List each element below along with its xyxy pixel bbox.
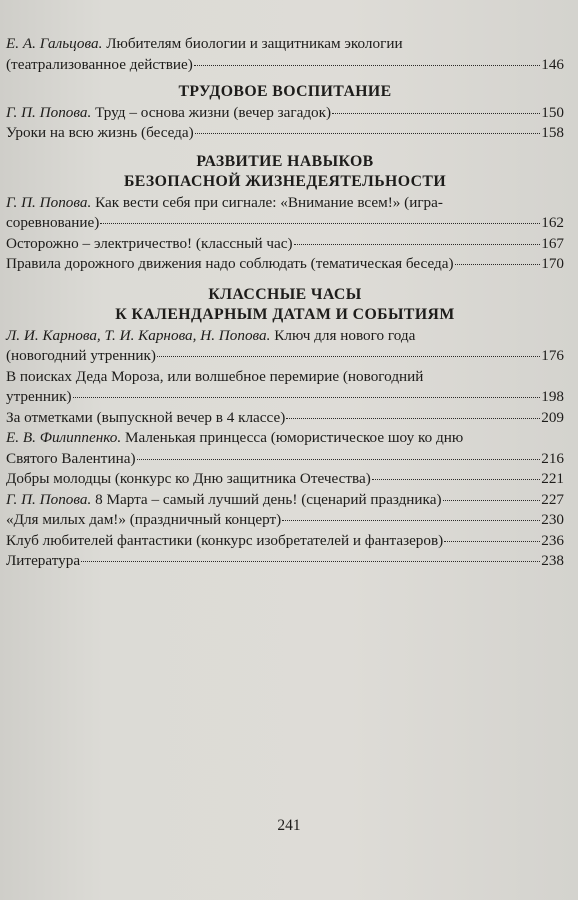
section-heading-safety-line2: БЕЗОПАСНОЙ ЖИЗНЕДЕЯТЕЛЬНОСТИ: [123, 173, 447, 190]
entry-page-number: 198: [541, 388, 564, 405]
dot-leader: [455, 264, 541, 265]
entry-title: Труд – основа жизни (вечер загадок): [95, 103, 332, 121]
entries-safety: [6, 193, 564, 275]
entry-page-number: 216: [541, 449, 564, 467]
entry-text: [6, 469, 371, 490]
dot-leader: [195, 133, 541, 134]
entry-title: Добры молодцы (конкурс ко Дню защитника Отечества): [6, 470, 371, 487]
entry-author: Л. И. Карнова, Т. И. Карнова, Н. Попова.: [6, 326, 271, 344]
dot-leader: [294, 244, 541, 245]
section-heading-calendar-line1: КЛАССНЫЕ ЧАСЫ: [208, 285, 362, 303]
entries-calendar: [6, 326, 564, 572]
dot-leader: [444, 541, 540, 542]
entry-author: Г. П. Попова.: [6, 103, 92, 121]
entry-title: Осторожно – электричество! (классный час): [6, 234, 293, 252]
entry-author: Е. В. Филиппенко.: [6, 429, 122, 446]
entry-last-line: [6, 469, 564, 490]
entry-continuation: соревнование): [6, 214, 100, 231]
entry-page-number: 167: [541, 234, 564, 252]
entry-author: Е. А. Гальцова.: [6, 35, 103, 52]
entry-text: [6, 408, 285, 429]
entry-title: Литература: [6, 552, 81, 569]
dot-leader: [332, 113, 540, 114]
entry-last-line: [6, 346, 564, 367]
entry-page-number: 227: [541, 490, 564, 508]
dot-leader: [73, 397, 541, 398]
toc-entry: [6, 510, 564, 531]
entry-page-number: 209: [541, 408, 564, 426]
entry-last-line: [6, 213, 564, 234]
toc-entry: [6, 531, 564, 552]
entry-last-line: [6, 510, 564, 531]
toc-entry: [6, 34, 564, 75]
entry-text: [6, 510, 281, 531]
entry-last-line: [6, 254, 564, 275]
entry-last-line: [6, 123, 564, 144]
entry-title: Уроки на всю жизнь (беседа): [6, 124, 194, 141]
section-heading-calendar-line2: К КАЛЕНДАРНЫМ ДАТАМ И СОБЫТИЯМ: [115, 306, 455, 323]
entry-page-number: 162: [541, 214, 564, 231]
entry-text: [6, 234, 293, 255]
dot-leader: [286, 418, 540, 419]
entry-page-number: 221: [541, 470, 564, 487]
toc-entry: [6, 551, 564, 572]
entry-title: Клуб любителей фантастики (конкурс изобретателей и фантазеров): [6, 531, 444, 549]
entry-page-number: 146: [541, 55, 564, 73]
section-heading-safety-line1: РАЗВИТИЕ НАВЫКОВ: [196, 152, 374, 170]
dot-leader: [443, 500, 541, 501]
entry-last-line: [6, 387, 564, 408]
entry-last-line: [6, 234, 564, 255]
entry-page-number: 236: [541, 531, 564, 549]
entries-labor: [6, 103, 564, 144]
toc-entry: [6, 103, 564, 124]
entry-title: Любителям биологии и защитникам экологии: [106, 35, 403, 52]
entry-title: Правила дорожного движения надо соблюдать (тематическая беседа): [6, 255, 454, 272]
entry-page-number: 170: [541, 255, 564, 272]
entry-text: [6, 490, 442, 511]
entry-title: 8 Марта – самый лучший день! (сценарий праздника): [95, 490, 442, 508]
entry-last-line: [6, 449, 564, 470]
entry-first-line: [6, 193, 564, 214]
entry-first-line: [6, 367, 564, 388]
entry-text: [6, 531, 443, 552]
entry-title: За отметками (выпускной вечер в 4 классе): [6, 408, 286, 426]
entry-last-line: [6, 531, 564, 552]
entry-last-line: [6, 103, 564, 124]
entry-title: Ключ для нового года: [274, 326, 416, 344]
entry-continuation: (новогодний утренник): [6, 347, 156, 364]
entry-continuation: (театрализованное действие): [6, 55, 193, 73]
dot-leader: [282, 520, 540, 521]
dot-leader: [81, 561, 540, 562]
entry-first-line: [6, 326, 564, 347]
entry-text: [6, 254, 454, 275]
entry-continuation: утренник): [6, 388, 72, 405]
entry-last-line: [6, 408, 564, 429]
entry-page-number: 158: [541, 124, 564, 141]
entry-author: Г. П. Попова.: [6, 193, 92, 211]
entry-first-line: [6, 34, 564, 55]
entry-last-line: [6, 551, 564, 572]
section-heading-labor: ТРУДОВОЕ ВОСПИТАНИЕ: [178, 83, 392, 100]
toc-entry: [6, 469, 564, 490]
entries-top: [6, 34, 564, 75]
entry-continuation: Святого Валентина): [6, 449, 136, 467]
entry-page-number: 176: [541, 347, 564, 364]
entry-first-line: [6, 428, 564, 449]
entry-text: [6, 103, 331, 124]
toc-entry: [6, 234, 564, 255]
entry-title: Маленькая принцесса (юмористическое шоу ко дню: [124, 429, 464, 446]
toc-entry: [6, 428, 564, 469]
table-of-contents: [6, 34, 564, 572]
dot-leader: [100, 223, 540, 224]
entry-text: [6, 551, 80, 572]
toc-entry: [6, 193, 564, 234]
toc-entry: [6, 367, 564, 408]
entry-author: Г. П. Попова.: [6, 490, 92, 508]
entry-last-line: [6, 490, 564, 511]
toc-entry: [6, 254, 564, 275]
entry-page-number: 150: [541, 103, 564, 121]
entry-text: [6, 123, 194, 144]
entry-title: В поисках Деда Мороза, или волшебное перемирие (новогодний: [6, 367, 424, 385]
entry-page-number: 230: [541, 511, 564, 528]
toc-entry: [6, 490, 564, 511]
toc-entry: [6, 123, 564, 144]
toc-entry: [6, 408, 564, 429]
entry-last-line: [6, 55, 564, 76]
dot-leader: [372, 479, 540, 480]
toc-entry: [6, 326, 564, 367]
entry-title: Как вести себя при сигнале: «Внимание всем!» (игра-: [95, 193, 443, 211]
entry-page-number: 238: [541, 552, 564, 569]
page-number: 241: [277, 817, 301, 834]
dot-leader: [194, 65, 540, 66]
dot-leader: [137, 459, 541, 460]
dot-leader: [157, 356, 540, 357]
entry-title: «Для милых дам!» (праздничный концерт): [6, 511, 282, 528]
